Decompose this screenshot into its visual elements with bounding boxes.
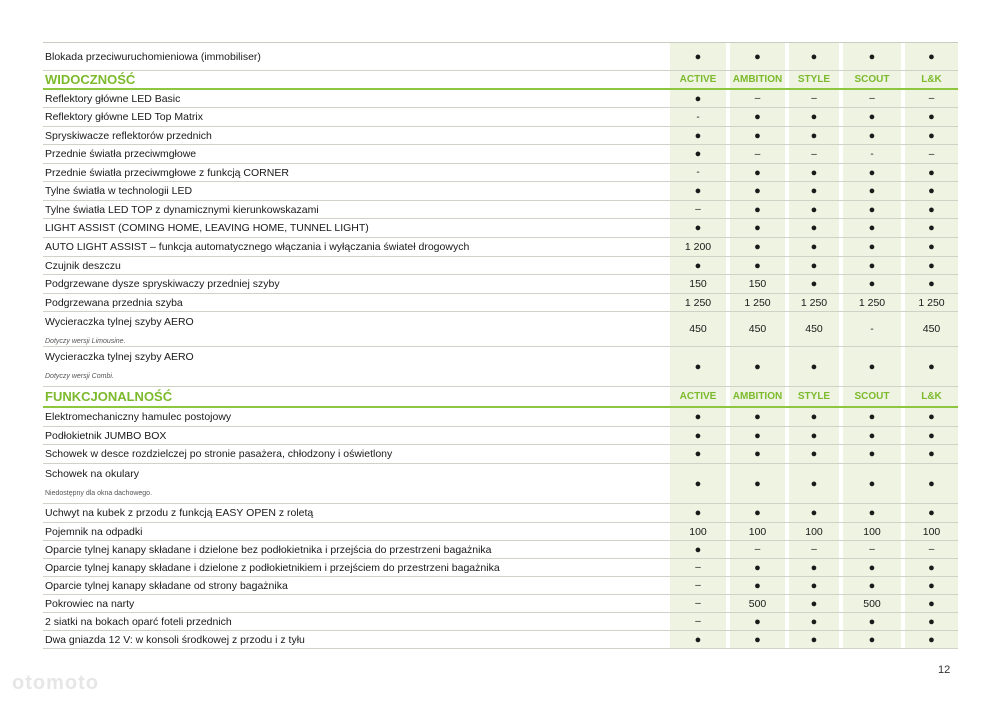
standard-dot-cell: ● (694, 411, 702, 423)
standard-dot-cell: ● (928, 50, 935, 63)
feature-name: Przednie światła przeciwmgłowe (45, 148, 197, 160)
feature-name: LIGHT ASSIST (COMING HOME, LEAVING HOME, TUNNEL LIGHT) (45, 222, 369, 234)
trim-header-cell: L&K (921, 391, 942, 402)
standard-dot-cell: ● (928, 203, 935, 216)
feature-name: Wycieraczka tylnej szyby AERO (45, 351, 194, 363)
standard-dot-cell: ● (928, 561, 935, 574)
price-cell: 150 (748, 278, 767, 290)
feature-label (45, 90, 665, 107)
feature-name: Oparcie tylnej kanapy składane i dzielone bez podłokietnika i przejścia do przestrzeni bagażnika (45, 543, 492, 556)
not-available-cell: – (869, 544, 875, 555)
standard-dot-cell: ● (810, 259, 818, 272)
standard-dot-cell: ● (694, 148, 702, 160)
standard-dot-cell: ● (928, 411, 935, 423)
standard-dot-cell: ● (868, 241, 876, 253)
standard-dot-cell: ● (928, 507, 935, 519)
standard-dot-cell: ● (754, 222, 761, 234)
table-row (43, 577, 958, 595)
price-cell: 500 (748, 597, 767, 610)
table-row (43, 541, 958, 559)
feature-name: Czujnik deszczu (45, 259, 121, 272)
table-row (43, 312, 958, 347)
feature-name: Pojemnik na odpadki (45, 525, 143, 538)
not-available-cell: – (928, 93, 935, 104)
feature-name: AUTO LIGHT ASSIST – funkcja automatycznego włączania i wyłączania świateł drogowych (45, 241, 470, 253)
price-cell: 500 (863, 597, 881, 610)
trim-header-cell: SCOUT (854, 391, 890, 402)
standard-dot-cell: ● (810, 360, 818, 373)
standard-dot-cell: ● (810, 561, 818, 574)
standard-dot-cell: ● (810, 507, 818, 519)
standard-dot-cell: ● (694, 222, 702, 234)
standard-dot-cell: ● (810, 597, 818, 610)
not-available-cell: – (928, 148, 935, 160)
standard-dot-cell: ● (754, 411, 761, 423)
feature-name: Tylne światła w technologii LED (45, 185, 193, 197)
standard-dot-cell: ● (694, 50, 702, 63)
feature-note: Dotyczy wersji Limousine. (45, 338, 126, 345)
table-row (43, 90, 958, 108)
not-available-cell: – (811, 93, 817, 104)
feature-name: Blokada przeciwuruchomieniowa (immobiliser) (45, 50, 261, 63)
price-cell: 1 250 (800, 296, 828, 309)
feature-name: Spryskiwacze reflektorów przednich (45, 129, 212, 142)
feature-label (45, 164, 665, 181)
trim-header-cell: ACTIVE (679, 74, 717, 85)
standard-dot-cell: ● (868, 360, 876, 373)
standard-dot-cell: ● (868, 429, 876, 442)
standard-dot-cell: ● (754, 129, 761, 142)
standard-dot-cell: ● (868, 507, 876, 519)
not-available-cell: – (695, 598, 701, 609)
feature-label (45, 182, 665, 200)
price-cell: 450 (805, 323, 823, 335)
standard-dot-cell: ● (694, 448, 702, 460)
table-row (43, 523, 958, 541)
standard-dot-cell: ● (868, 166, 876, 179)
standard-dot-cell: ● (754, 259, 761, 272)
page-number: 12 (938, 664, 951, 676)
section-title: FUNKCJONALNOŚĆ (45, 389, 173, 404)
feature-name: Elektromechaniczny hamulec postojowy (45, 411, 232, 423)
standard-dot-cell: ● (868, 111, 876, 123)
standard-dot-cell: ● (754, 429, 761, 442)
standard-dot-cell: ● (694, 360, 702, 373)
standard-dot-cell: ● (810, 111, 818, 123)
standard-dot-cell: ● (810, 429, 818, 442)
price-cell: 450 (689, 323, 707, 335)
table-row (43, 347, 958, 387)
not-available-cell: – (869, 93, 875, 104)
standard-dot-cell: ● (810, 50, 818, 63)
feature-name: 2 siatki na bokach oparć foteli przednich (45, 615, 232, 628)
standard-dot-cell: ● (694, 477, 702, 490)
feature-label (45, 464, 665, 503)
feature-name: Uchwyt na kubek z przodu z funkcją EASY OPEN z roletą (45, 507, 314, 519)
table-row (43, 559, 958, 577)
feature-name: Schowek w desce rozdzielczej po stronie pasażera, chłodzony i oświetlony (45, 448, 393, 460)
not-available-cell: – (811, 148, 817, 160)
standard-dot-cell: ● (868, 561, 876, 574)
price-cell: 1 250 (858, 296, 886, 309)
standard-dot-cell: ● (928, 477, 935, 490)
standard-dot-cell: ● (928, 222, 935, 234)
standard-dot-cell: ● (868, 579, 876, 592)
standard-dot-cell: ● (754, 203, 761, 216)
not-available-cell: – (695, 580, 701, 591)
feature-name: Tylne światła LED TOP z dynamicznymi kierunkowskazami (45, 203, 319, 216)
feature-label (45, 43, 665, 70)
standard-dot-cell: ● (928, 241, 935, 253)
standard-dot-cell: ● (868, 222, 876, 234)
table-row (43, 238, 958, 257)
standard-dot-cell: ● (810, 166, 818, 179)
standard-dot-cell: ● (928, 360, 935, 373)
table-row (43, 219, 958, 238)
table-row (43, 631, 958, 649)
standard-dot-cell: ● (754, 241, 761, 253)
not-available-cell: – (928, 544, 935, 555)
standard-dot-cell: ● (810, 615, 818, 628)
section-header-row (43, 387, 958, 408)
standard-dot-cell: ● (810, 579, 818, 592)
standard-dot-cell: ● (754, 633, 761, 646)
standard-dot-cell: ● (810, 448, 818, 460)
feature-label (45, 127, 665, 144)
standard-dot-cell: ● (754, 166, 761, 179)
table-row (43, 427, 958, 445)
standard-dot-cell: ● (868, 615, 876, 628)
feature-label (45, 275, 665, 293)
feature-name: Reflektory główne LED Top Matrix (45, 111, 203, 123)
not-available-cell: - (870, 323, 874, 335)
standard-dot-cell: ● (694, 259, 702, 272)
standard-dot-cell: ● (754, 185, 761, 197)
standard-dot-cell: ● (868, 203, 876, 216)
feature-label (45, 613, 665, 630)
standard-dot-cell: ● (868, 259, 876, 272)
price-cell: 100 (748, 525, 767, 538)
price-cell: 450 (748, 323, 767, 335)
standard-dot-cell: ● (928, 166, 935, 179)
not-available-cell: - (870, 148, 874, 160)
standard-dot-cell: ● (810, 477, 818, 490)
standard-dot-cell: ● (810, 129, 818, 142)
table-row (43, 164, 958, 182)
feature-label (45, 312, 665, 346)
table-row (43, 257, 958, 275)
price-cell: 1 200 (684, 241, 712, 253)
feature-name: Podgrzewana przednia szyba (45, 296, 183, 309)
not-available-cell: – (754, 93, 761, 104)
trim-header-cell: STYLE (797, 74, 831, 85)
standard-dot-cell: ● (868, 278, 876, 290)
standard-dot-cell: ● (928, 579, 935, 592)
standard-dot-cell: ● (928, 278, 935, 290)
feature-label (45, 238, 665, 256)
price-cell: 100 (689, 525, 707, 538)
not-available-cell: – (695, 616, 701, 627)
feature-name: Reflektory główne LED Basic (45, 92, 181, 105)
standard-dot-cell: ● (928, 185, 935, 197)
standard-dot-cell: ● (928, 615, 935, 628)
standard-dot-cell: ● (928, 111, 935, 123)
feature-label (45, 445, 665, 463)
standard-dot-cell: ● (754, 50, 761, 63)
table-row (43, 182, 958, 201)
standard-dot-cell: ● (810, 185, 818, 197)
table-row (43, 595, 958, 613)
standard-dot-cell: ● (754, 360, 761, 373)
standard-dot-cell: ● (868, 50, 876, 63)
feature-label (45, 347, 665, 386)
standard-dot-cell: ● (694, 429, 702, 442)
section-title: WIDOCZNOŚĆ (45, 72, 136, 87)
not-available-cell: - (696, 167, 700, 178)
standard-dot-cell: ● (754, 615, 761, 628)
standard-dot-cell: ● (754, 477, 761, 490)
not-available-cell: – (695, 562, 701, 573)
standard-dot-cell: ● (868, 633, 876, 646)
trim-header-cell: STYLE (797, 391, 831, 402)
feature-label (45, 108, 665, 126)
standard-dot-cell: ● (868, 448, 876, 460)
standard-dot-cell: ● (868, 129, 876, 142)
price-cell: 150 (689, 278, 707, 290)
feature-label (45, 201, 665, 218)
feature-name: Oparcie tylnej kanapy składane i dzielone z podłokietnikiem i przejściem do przestrzeni bagażnika (45, 561, 500, 574)
not-available-cell: - (696, 111, 700, 123)
feature-note: Dotyczy wersji Combi. (45, 373, 114, 380)
standard-dot-cell: ● (928, 448, 935, 460)
feature-label (45, 504, 665, 522)
standard-dot-cell: ● (754, 507, 761, 519)
standard-dot-cell: ● (868, 185, 876, 197)
trim-header-cell: SCOUT (854, 74, 890, 85)
feature-label (45, 257, 665, 274)
table-row (43, 294, 958, 312)
feature-name: Dwa gniazda 12 V: w konsoli środkowej z przodu i z tyłu (45, 633, 305, 646)
feature-name: Podłokietnik JUMBO BOX (45, 429, 167, 442)
standard-dot-cell: ● (928, 259, 935, 272)
price-cell: 1 250 (744, 296, 771, 309)
standard-dot-cell: ● (754, 448, 761, 460)
standard-dot-cell: ● (694, 633, 702, 646)
standard-dot-cell: ● (694, 543, 702, 556)
standard-dot-cell: ● (694, 507, 702, 519)
table-row (43, 464, 958, 504)
table-row (43, 43, 958, 71)
standard-dot-cell: ● (694, 92, 702, 105)
table-row (43, 445, 958, 464)
standard-dot-cell: ● (868, 411, 876, 423)
standard-dot-cell: ● (810, 222, 818, 234)
trim-header-cell: L&K (921, 74, 942, 85)
not-available-cell: – (811, 544, 817, 555)
table-row (43, 201, 958, 219)
feature-name: Pokrowiec na narty (45, 597, 135, 610)
feature-label (45, 145, 665, 163)
feature-label (45, 427, 665, 444)
feature-label (45, 523, 665, 540)
feature-label (45, 595, 665, 612)
table-row (43, 504, 958, 523)
feature-label (45, 294, 665, 311)
standard-dot-cell: ● (928, 597, 935, 610)
table-row (43, 108, 958, 127)
standard-dot-cell: ● (810, 411, 818, 423)
trim-header-cell: ACTIVE (679, 391, 717, 402)
feature-label (45, 408, 665, 426)
feature-name: Schowek na okulary (45, 468, 139, 480)
standard-dot-cell: ● (928, 429, 935, 442)
table-row (43, 145, 958, 164)
feature-name: Wycieraczka tylnej szyby AERO (45, 316, 194, 328)
standard-dot-cell: ● (694, 129, 702, 142)
section-header-row (43, 71, 958, 90)
standard-dot-cell: ● (810, 278, 818, 290)
standard-dot-cell: ● (810, 203, 818, 216)
table-row (43, 275, 958, 294)
feature-label (45, 219, 665, 237)
price-cell: 100 (922, 525, 941, 538)
price-cell: 100 (805, 525, 823, 538)
feature-label (45, 541, 665, 558)
standard-dot-cell: ● (694, 185, 702, 197)
standard-dot-cell: ● (754, 111, 761, 123)
not-available-cell: – (754, 148, 761, 160)
price-cell: 1 250 (684, 296, 712, 309)
standard-dot-cell: ● (754, 579, 761, 592)
price-cell: 1 250 (918, 296, 945, 309)
standard-dot-cell: ● (928, 633, 935, 646)
trim-header-cell: AMBITION (732, 391, 783, 402)
not-available-cell: – (754, 544, 761, 555)
standard-dot-cell: ● (810, 241, 818, 253)
not-available-cell: – (695, 204, 701, 215)
standard-dot-cell: ● (928, 129, 935, 142)
standard-dot-cell: ● (754, 561, 761, 574)
table-row (43, 127, 958, 145)
feature-label (45, 559, 665, 576)
watermark-logo: otomoto (12, 672, 99, 694)
table-row (43, 408, 958, 427)
feature-name: Podgrzewane dysze spryskiwaczy przedniej szyby (45, 278, 280, 290)
standard-dot-cell: ● (810, 633, 818, 646)
feature-name: Oparcie tylnej kanapy składane od strony bagażnika (45, 579, 288, 592)
feature-note: Niedostępny dla okna dachowego. (45, 490, 153, 497)
feature-label (45, 577, 665, 594)
table-row (43, 613, 958, 631)
price-cell: 100 (863, 525, 881, 538)
standard-dot-cell: ● (868, 477, 876, 490)
trim-header-cell: AMBITION (732, 74, 783, 85)
price-cell: 450 (922, 323, 941, 335)
feature-name: Przednie światła przeciwmgłowe z funkcją CORNER (45, 166, 289, 179)
feature-label (45, 631, 665, 648)
